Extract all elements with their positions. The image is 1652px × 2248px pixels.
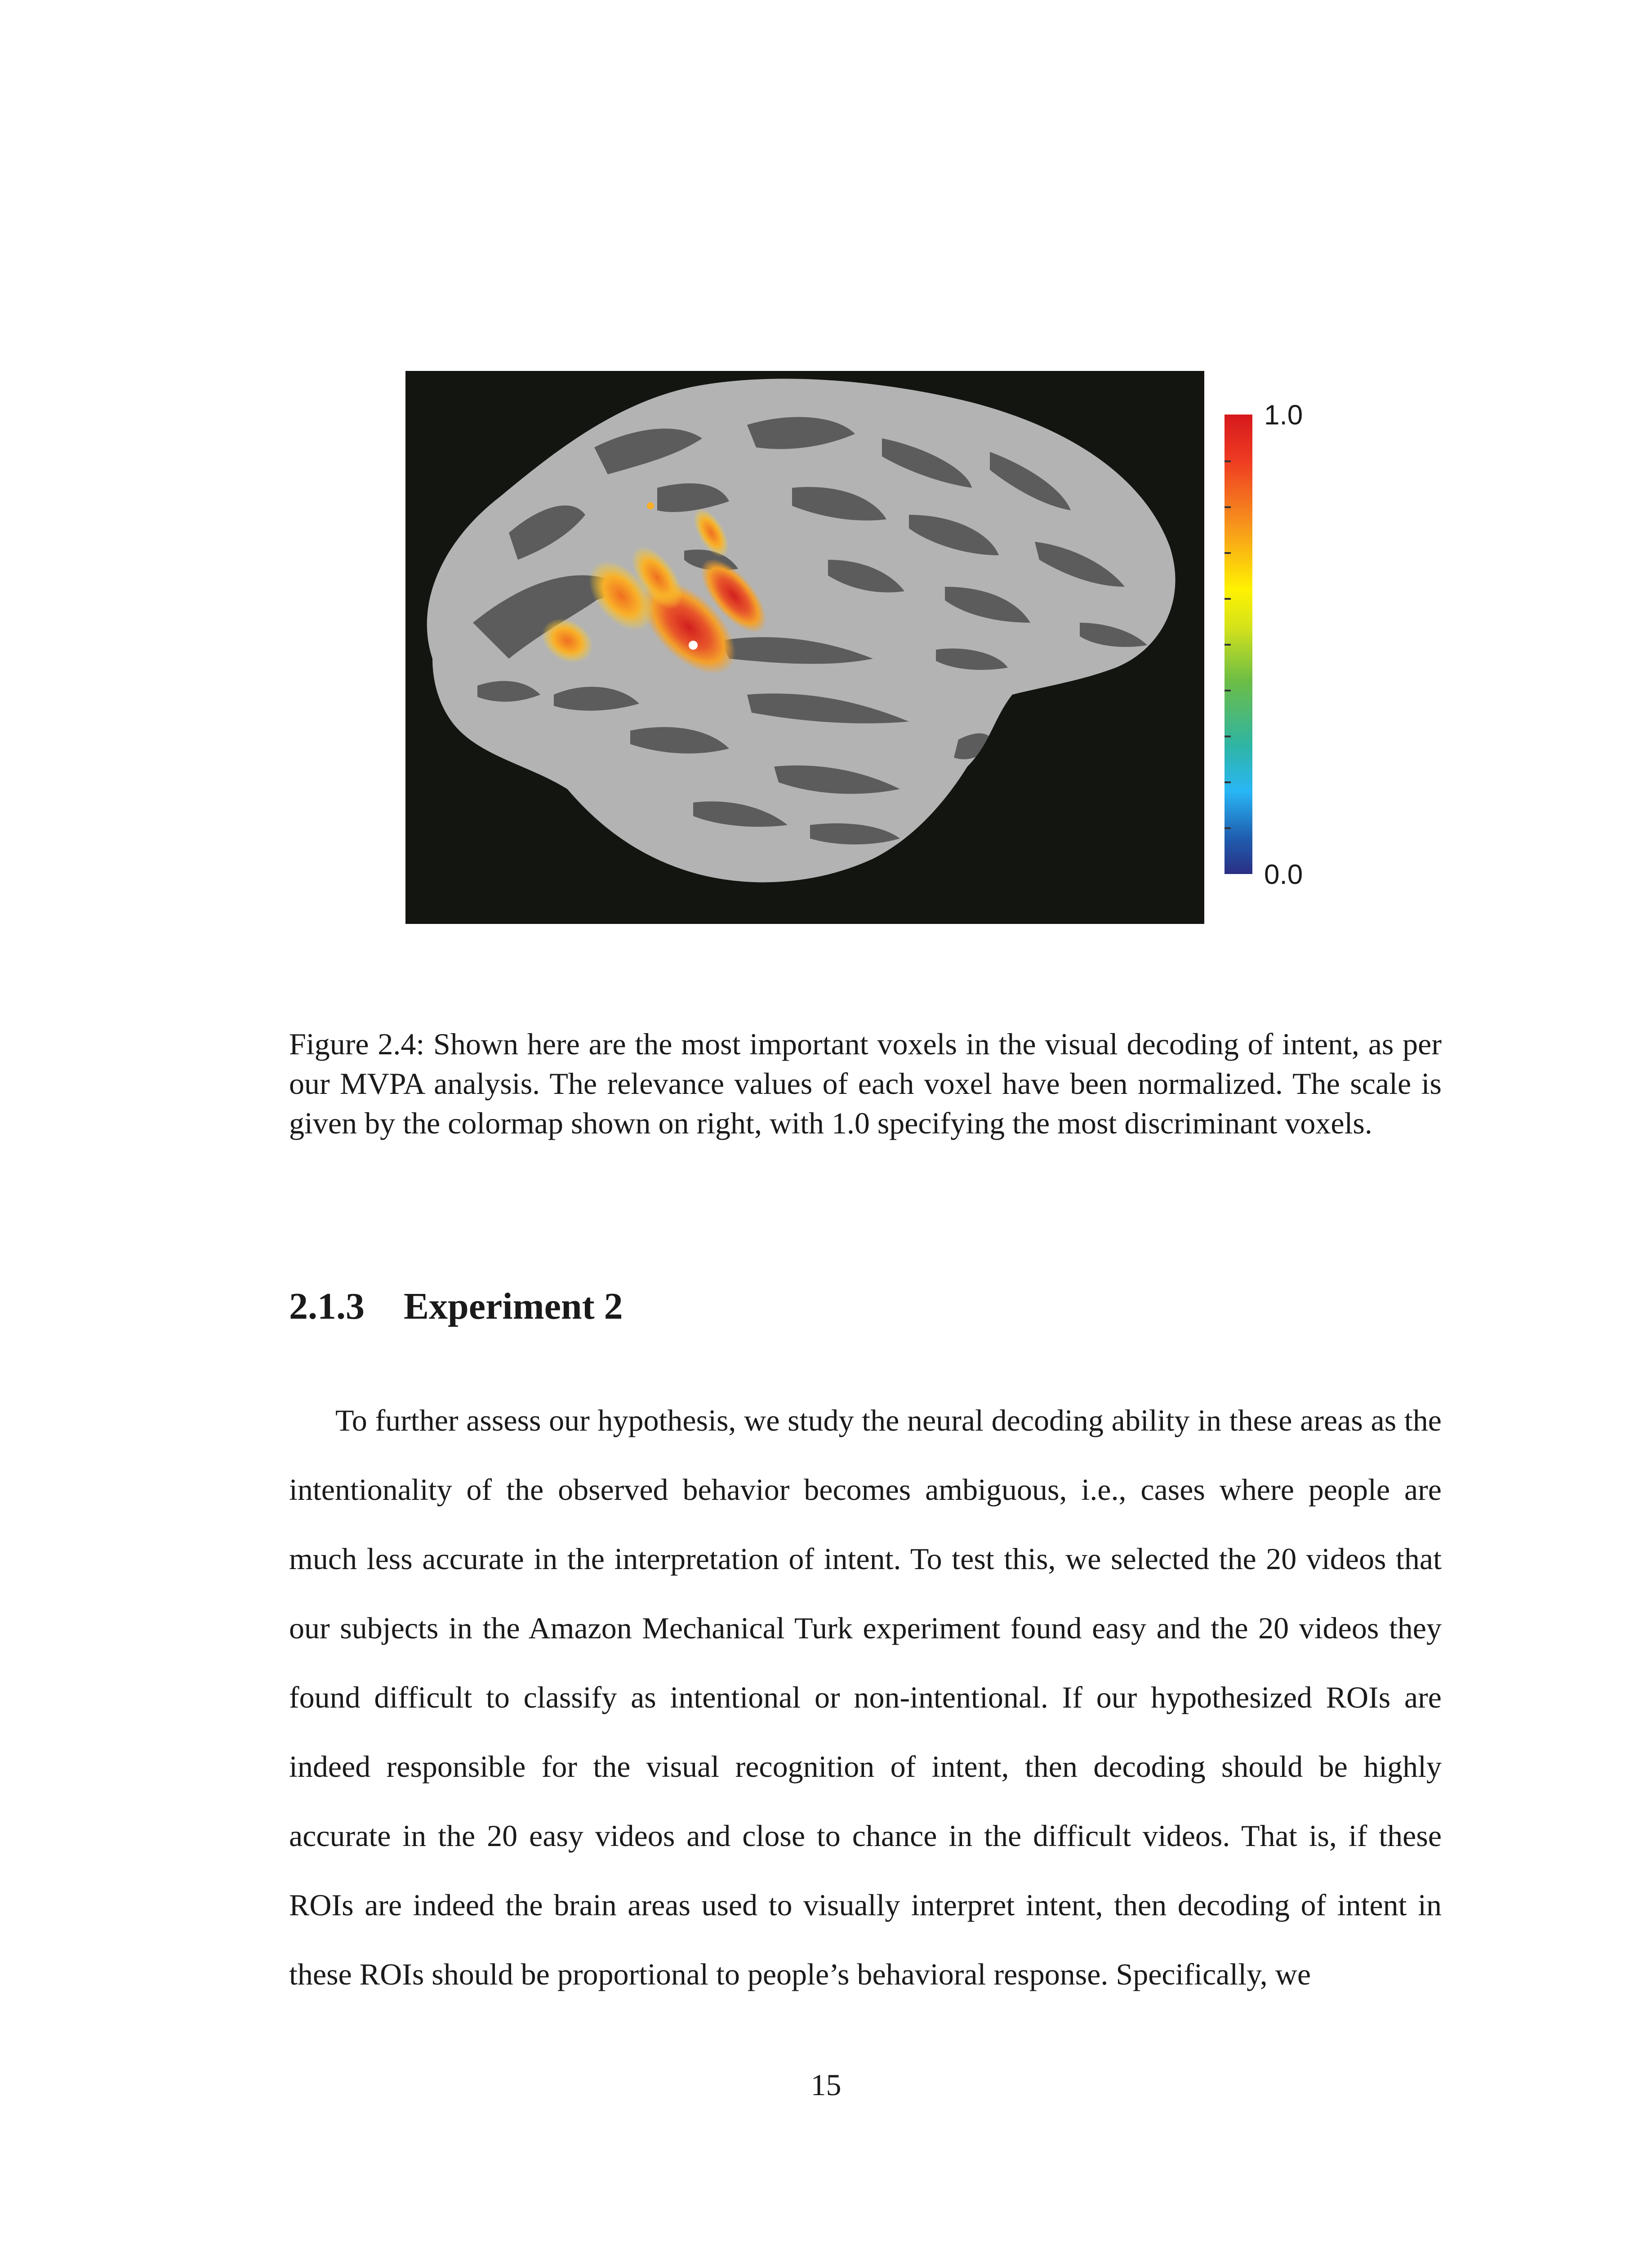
colorbar-max-label: 1.0 [1264, 400, 1303, 431]
colorbar-min-label: 0.0 [1264, 859, 1303, 890]
page-number: 15 [810, 2068, 842, 2102]
section-title: Experiment 2 [404, 1285, 623, 1327]
colorbar-tick [1225, 736, 1231, 737]
inflated-cortex-render [405, 371, 1204, 924]
colorbar-tick [1225, 506, 1231, 508]
colorbar-tick [1225, 690, 1231, 691]
colorbar-tick [1225, 598, 1231, 600]
colorbar-tick [1225, 827, 1231, 829]
section-number: 2.1.3 [289, 1285, 365, 1327]
body-paragraph: To further assess our hypothesis, we study the neural decoding ability in these areas as the intentionality of the observed behavior becomes ambiguous, i.e., cases where people are much less accurate in the interpretation of intent. To test this, we selected the 20 videos that our subjects in the Amazon Mechanical Turk experiment found easy and the 20 videos they found difficult to classify as intentional or non-intentional. If our hypothesized ROIs are indeed responsible for the visual recognition of intent, then decoding should be highly accurate in the 20 easy videos and close to chance in the difficult videos. That is, if these ROIs are indeed the brain areas used to visually interpret intent, then decoding of intent in these ROIs should be proportional to people’s behavioral response. Specifically, we [289, 1403, 1442, 1991]
figure-caption: Figure 2.4: Shown here are the most important voxels in the visual decoding of intent, as per our MVPA analysis. The relevance values of each voxel have been normalized. The scale is given by the colormap shown on right, with 1.0 specifying the most discriminant voxels. [289, 1027, 1442, 1140]
colorbar-tick [1225, 644, 1231, 646]
cortex-surface [405, 371, 1204, 924]
colorbar-tick [1225, 460, 1231, 462]
section-heading [289, 1285, 623, 1327]
colorbar-tick [1225, 552, 1231, 554]
brain-surface-figure [405, 371, 1204, 924]
colorbar-tick [1225, 781, 1231, 783]
